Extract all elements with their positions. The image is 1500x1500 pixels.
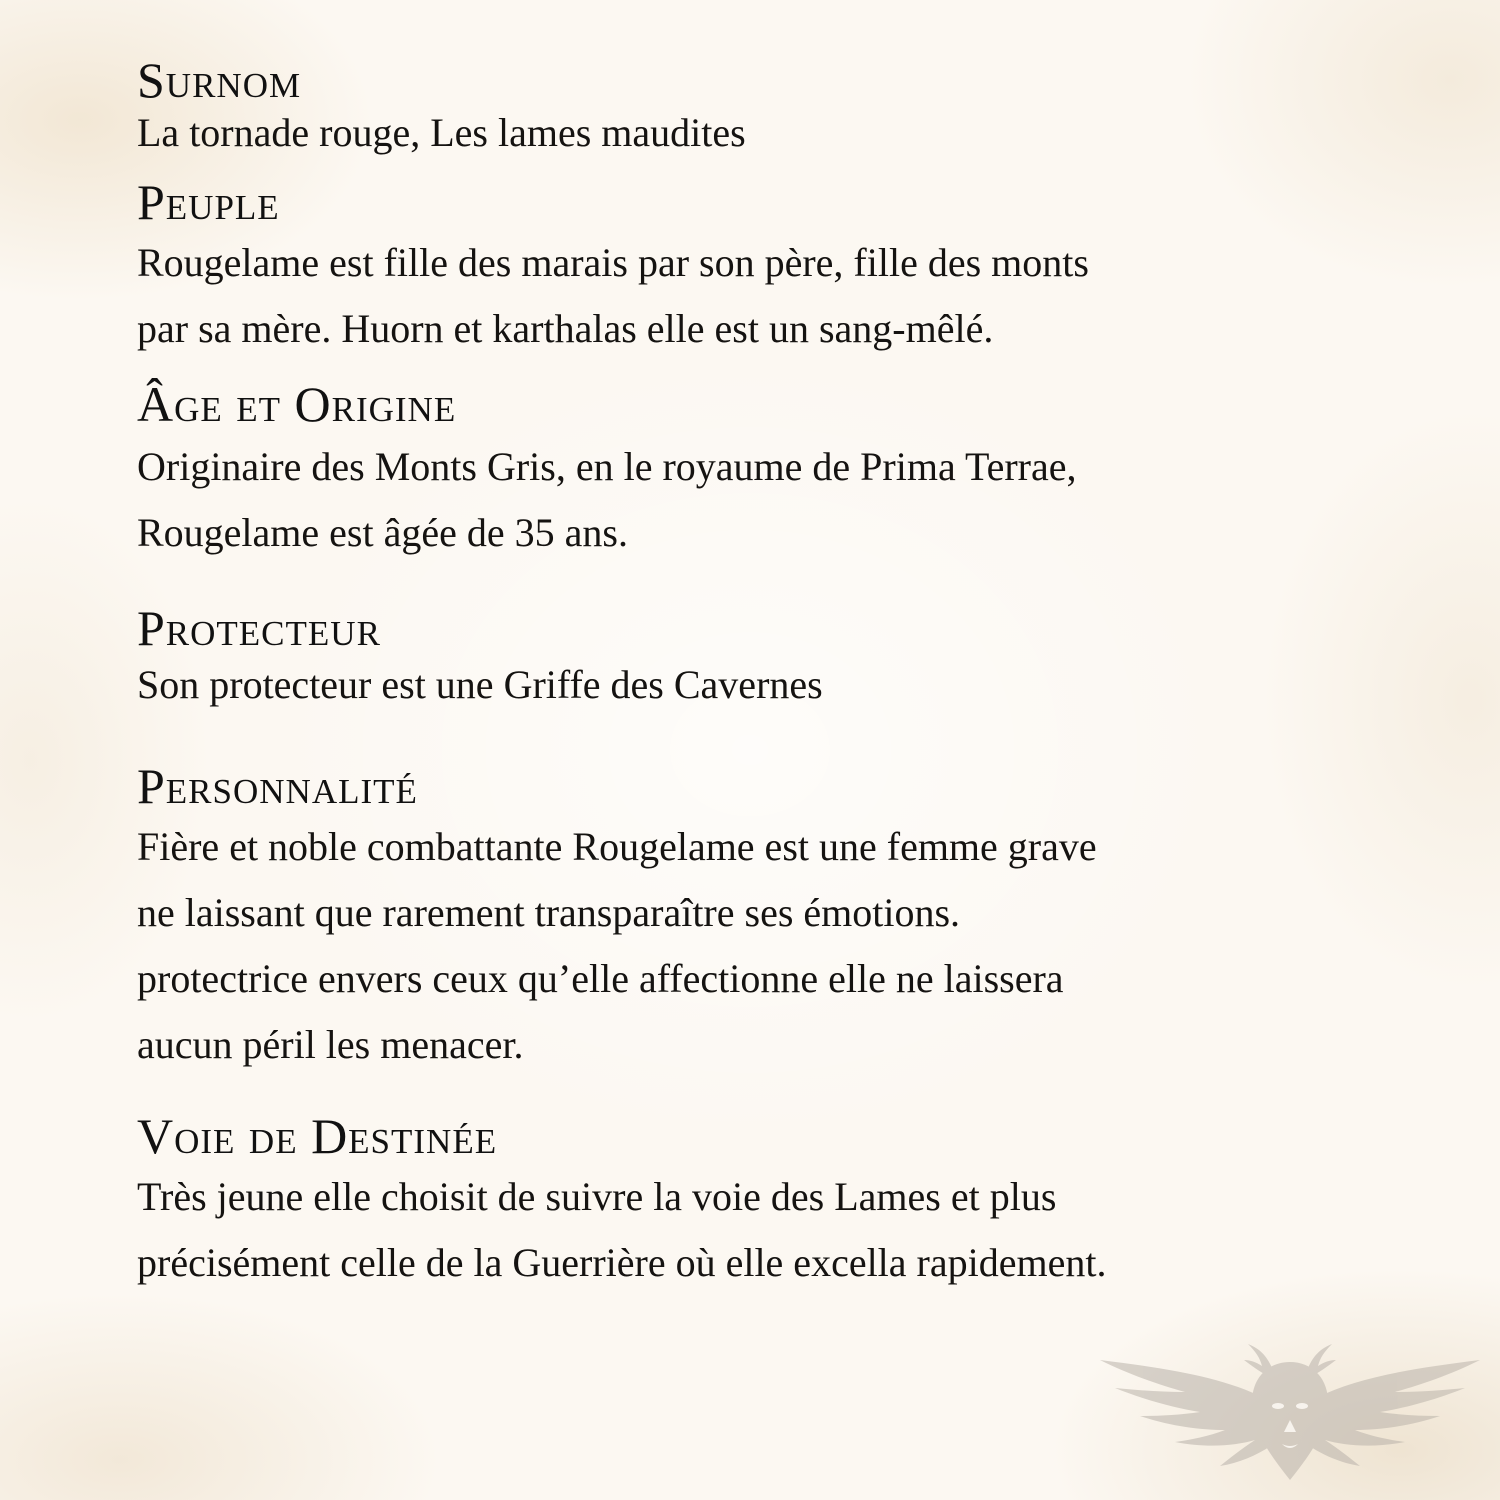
- section-text-surnom-line-1: La tornade rouge, Les lames maudites: [137, 110, 746, 155]
- character-sheet: [137, 48, 1397, 1296]
- section-heading-voie-destinee: Voie de Destinée: [137, 1108, 498, 1164]
- section-text-age-origine-line-1: Originaire des Monts Gris, en le royaume de Prima Terrae,: [137, 444, 1077, 489]
- section-personnalite: [137, 754, 1397, 1078]
- section-text-personnalite-line-2: ne laissant que rarement transparaître ses émotions.: [137, 890, 961, 935]
- section-text-personnalite-line-4: aucun péril les menacer.: [137, 1022, 524, 1067]
- section-heading-protecteur: Protecteur: [137, 600, 381, 656]
- section-heading-age-origine: Âge et Origine: [137, 376, 457, 432]
- section-peuple: [137, 170, 1397, 362]
- section-voie-destinee: [137, 1104, 1397, 1296]
- section-age-origine: [137, 372, 1397, 566]
- section-text-protecteur-line-1: Son protecteur est une Griffe des Cavernes: [137, 662, 823, 707]
- section-heading-surnom: Surnom: [137, 52, 302, 108]
- section-protecteur: [137, 596, 1397, 718]
- section-text-voie-destinee-line-1: Très jeune elle choisit de suivre la voie des Lames et plus: [137, 1174, 1057, 1219]
- section-text-peuple-line-1: Rougelame est fille des marais par son père, fille des monts: [137, 240, 1089, 285]
- section-text-personnalite-line-1: Fière et noble combattante Rougelame est une femme grave: [137, 824, 1097, 869]
- section-heading-personnalite: Personnalité: [137, 758, 418, 814]
- section-heading-peuple: Peuple: [137, 174, 280, 230]
- section-text-peuple-line-2: par sa mère. Huorn et karthalas elle est un sang-mêlé.: [137, 306, 994, 351]
- section-text-age-origine-line-2: Rougelame est âgée de 35 ans.: [137, 510, 628, 555]
- section-text-personnalite-line-3: protectrice envers ceux qu’elle affectionne elle ne laissera: [137, 956, 1064, 1001]
- section-text-voie-destinee-line-2: précisément celle de la Guerrière où elle excella rapidement.: [137, 1240, 1107, 1285]
- section-surnom: [137, 48, 1397, 166]
- winged-lion-emblem-icon: [1090, 1340, 1490, 1500]
